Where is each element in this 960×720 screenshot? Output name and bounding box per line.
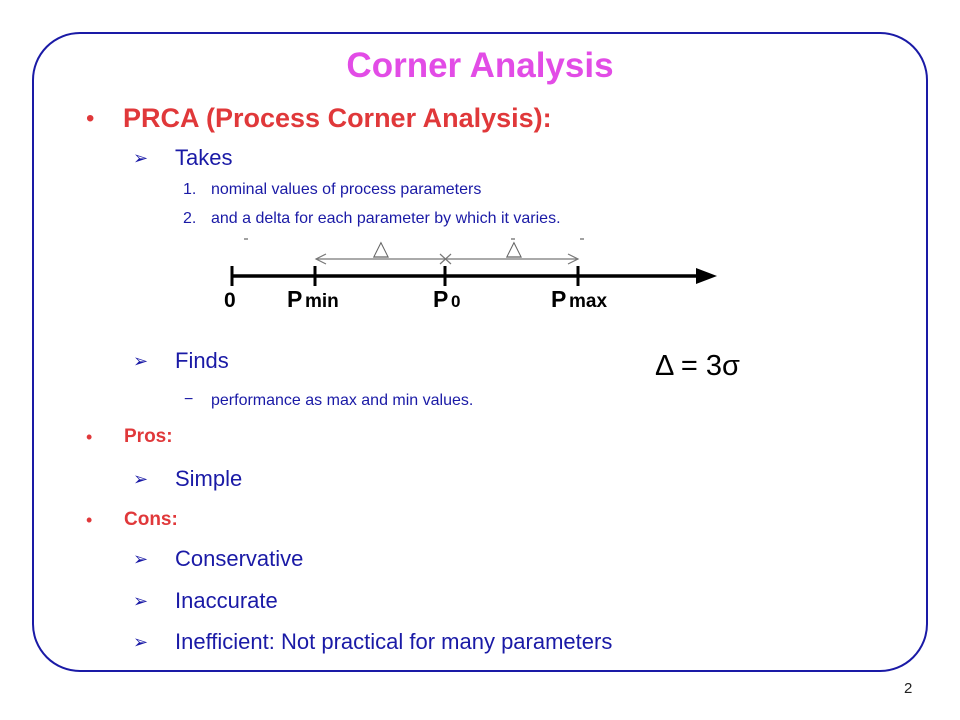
takes-item-1-number: 1. bbox=[183, 181, 197, 198]
prca-bullet: • bbox=[86, 105, 95, 132]
cons-item-conservative: Conservative bbox=[175, 546, 304, 571]
cons-heading: Cons: bbox=[124, 509, 178, 530]
pmin-label-p: P bbox=[287, 286, 303, 312]
pros-item-simple: Simple bbox=[175, 466, 243, 491]
cons-item-inefficient: Inefficient: Not practical for many parameters bbox=[175, 629, 613, 654]
page-number: 2 bbox=[904, 680, 913, 697]
takes-item-2-text: and a delta for each parameter by which it varies. bbox=[211, 210, 561, 227]
cons-arrow-icon: ➢ bbox=[133, 632, 149, 652]
axis-arrowhead bbox=[696, 268, 717, 284]
zero-label: 0 bbox=[224, 289, 236, 312]
takes-item-2-number: 2. bbox=[183, 210, 197, 227]
p0-label-p: P bbox=[433, 286, 449, 312]
takes-item-1-text: nominal values of process parameters bbox=[211, 181, 482, 198]
pmax-label-sub: max bbox=[569, 291, 608, 312]
finds-label: Finds bbox=[175, 348, 229, 373]
finds-text: performance as max and min values. bbox=[211, 392, 474, 409]
slide-title: Corner Analysis bbox=[346, 46, 614, 85]
prca-heading: PRCA (Process Corner Analysis): bbox=[123, 103, 552, 133]
pmax-label-p: P bbox=[551, 286, 567, 312]
pros-heading: Pros: bbox=[124, 426, 173, 447]
pmin-label-sub: min bbox=[305, 291, 339, 312]
cons-arrow-icon: ➢ bbox=[133, 549, 149, 569]
cons-arrow-icon: ➢ bbox=[133, 591, 149, 611]
finds-dash: − bbox=[184, 391, 194, 408]
cons-item-inaccurate: Inaccurate bbox=[175, 588, 278, 613]
takes-arrow-icon: ➢ bbox=[133, 148, 149, 168]
pros-arrow-icon: ➢ bbox=[133, 469, 149, 489]
delta-triangle-right: △ bbox=[505, 237, 523, 260]
cons-bullet: • bbox=[86, 510, 93, 530]
delta-triangle-left: △ bbox=[372, 237, 390, 260]
takes-label: Takes bbox=[175, 145, 233, 170]
pros-bullet: • bbox=[86, 427, 93, 447]
delta-equation: Δ = 3σ bbox=[655, 350, 740, 382]
finds-arrow-icon: ➢ bbox=[133, 351, 149, 371]
p0-label-sub: 0 bbox=[451, 292, 461, 311]
